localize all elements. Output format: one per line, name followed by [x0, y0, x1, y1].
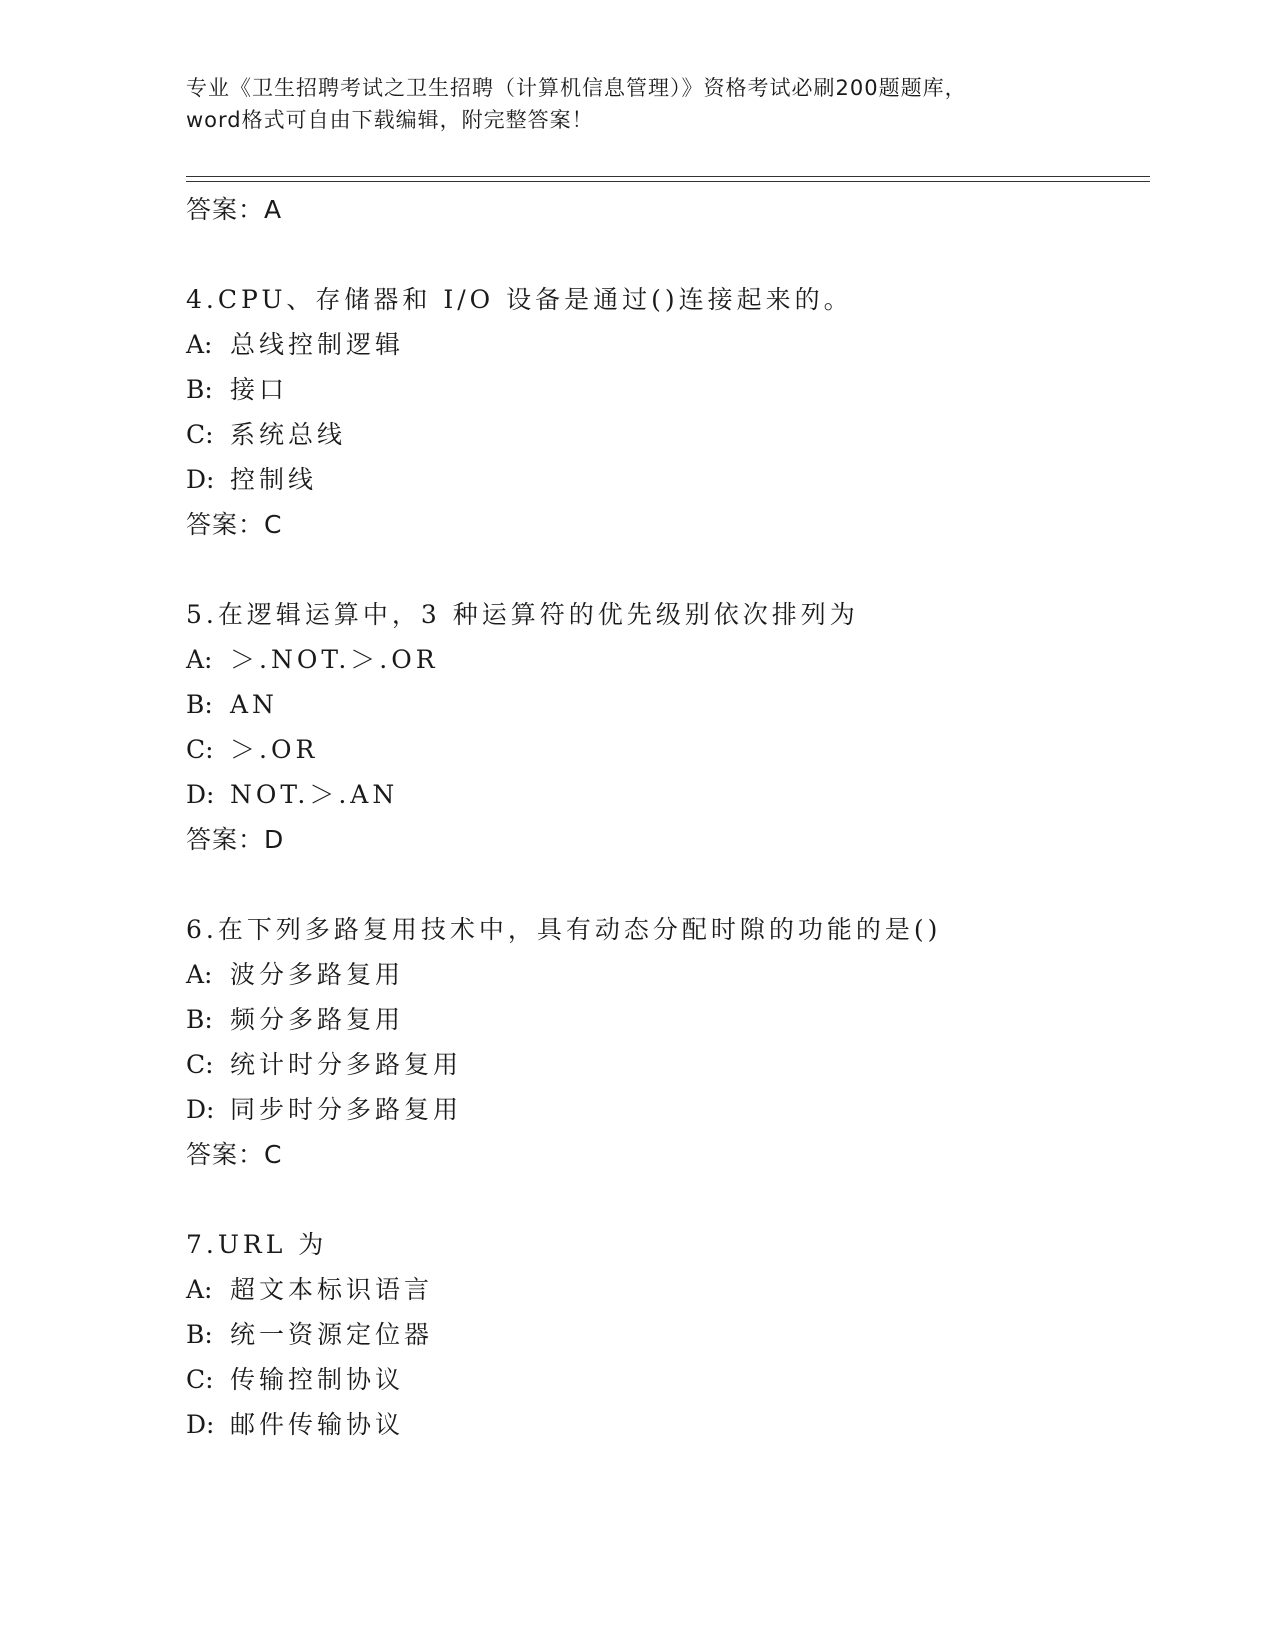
question-7-option-a [186, 1275, 433, 1305]
option-text: 传输控制协议 [230, 1365, 405, 1394]
question-5-option-a [186, 645, 439, 675]
answer-6: 答案：C [186, 1140, 283, 1169]
option-letter: A: [186, 330, 213, 359]
option-letter: B: [186, 690, 213, 719]
question-4-option-b [186, 375, 288, 405]
option-letter: B: [186, 1320, 213, 1349]
option-text: 波分多路复用 [230, 960, 405, 989]
option-letter: D: [186, 1410, 215, 1439]
question-4-option-a [186, 330, 404, 360]
header-line-2: word格式可自由下载编辑，附完整答案！ [186, 108, 594, 132]
header-rule-bottom [186, 181, 1150, 182]
option-text: 频分多路复用 [230, 1005, 405, 1034]
header-rule-top [186, 176, 1150, 177]
option-text: 系统总线 [230, 420, 347, 449]
question-5-option-d [186, 780, 398, 810]
question-6-option-a [186, 960, 404, 990]
option-text: 总线控制逻辑 [230, 330, 405, 359]
question-5-text: 5.在逻辑运算中，3 种运算符的优先级别依次排列为 [186, 600, 859, 629]
option-text: AN [230, 690, 278, 719]
option-letter: D: [186, 780, 215, 809]
option-letter: C: [186, 735, 214, 764]
question-4-option-d [186, 465, 317, 495]
option-letter: D: [186, 465, 215, 494]
question-6-option-d [186, 1095, 462, 1125]
option-text: 接口 [230, 375, 289, 404]
option-text: 统计时分多路复用 [230, 1050, 463, 1079]
question-6-option-c [186, 1050, 462, 1080]
answer-5: 答案：D [186, 825, 285, 854]
document-header [186, 72, 1086, 136]
option-text: 邮件传输协议 [230, 1410, 405, 1439]
option-letter: A: [186, 645, 213, 674]
option-letter: C: [186, 1050, 214, 1079]
question-7-option-c [186, 1365, 404, 1395]
question-6-text: 6.在下列多路复用技术中，具有动态分配时隙的功能的是() [186, 915, 942, 944]
option-text: ＞.NOT.＞.OR [230, 645, 439, 674]
option-letter: B: [186, 375, 213, 404]
option-letter: A: [186, 960, 213, 989]
question-4-option-c [186, 420, 346, 450]
option-text: 同步时分多路复用 [230, 1095, 463, 1124]
answer-3: 答案：A [186, 195, 283, 224]
question-7-text: 7.URL 为 [186, 1230, 328, 1259]
option-letter: B: [186, 1005, 213, 1034]
option-text: 统一资源定位器 [230, 1320, 434, 1349]
option-text: NOT.＞.AN [230, 780, 399, 809]
question-7-option-d [186, 1410, 404, 1440]
answer-4: 答案：C [186, 510, 283, 539]
header-line-1: 专业《卫生招聘考试之卫生招聘（计算机信息管理）》资格考试必刷200题题库， [186, 76, 967, 100]
option-text: 控制线 [230, 465, 318, 494]
question-5-option-c [186, 735, 318, 765]
option-text: 超文本标识语言 [230, 1275, 434, 1304]
option-text: ＞.OR [230, 735, 319, 764]
question-7-option-b [186, 1320, 433, 1350]
option-letter: C: [186, 420, 214, 449]
question-5-option-b [186, 690, 278, 720]
question-4-text: 4.CPU、存储器和 I/O 设备是通过()连接起来的。 [186, 285, 853, 314]
option-letter: D: [186, 1095, 215, 1124]
option-letter: A: [186, 1275, 213, 1304]
question-6-option-b [186, 1005, 404, 1035]
option-letter: C: [186, 1365, 214, 1394]
